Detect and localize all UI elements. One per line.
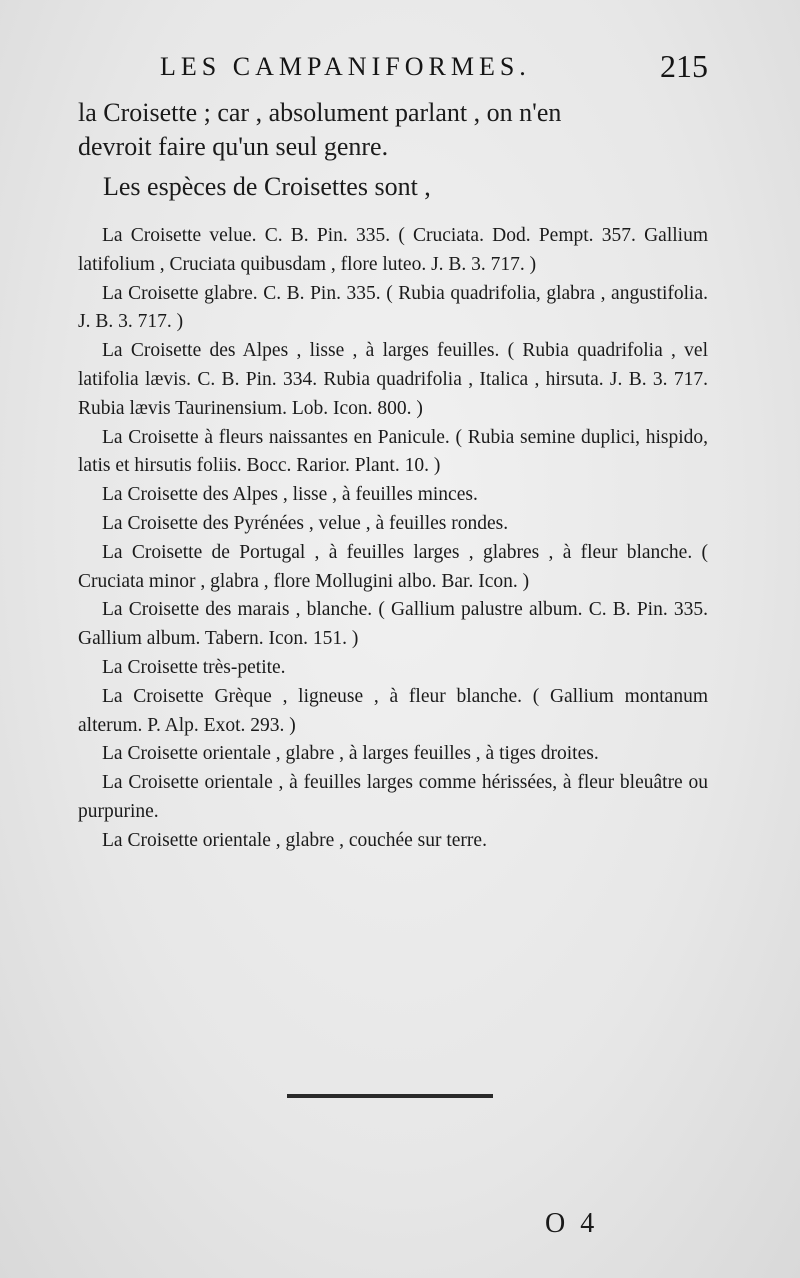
species-entry: La Croisette des Alpes , lisse , à larges feuilles. ( Rubia quadrifolia , vel latifolia lævis. C. B. Pin. 334. Rubia quadrifolia , Italica , hirsuta. J. B. 3. 717. Rubia lævis Taurinensium. Lob. Icon. 800. ) <box>78 340 708 419</box>
species-entry: La Croisette Grèque , ligneuse , à fleur blanche. ( Gallium montanum alterum. P. Alp. Exot. 293. ) <box>78 685 708 736</box>
species-entry: La Croisette très-petite. <box>102 656 286 678</box>
signature-mark: O 4 <box>545 1208 599 1239</box>
species-entry: La Croisette orientale , glabre , couchée sur terre. <box>102 829 487 851</box>
page-number: 215 <box>660 48 708 84</box>
species-entry: La Croisette velue. C. B. Pin. 335. ( Cruciata. Dod. Pempt. 357. Gallium latifolium , Cruciata quibusdam , flore luteo. J. B. 3. 717. ) <box>78 225 708 275</box>
species-entry: La Croisette de Portugal , à feuilles larges , glabres , à fleur blanche. ( Cruciata minor , glabra , flore Mollugini albo. Bar. Icon. ) <box>78 541 708 592</box>
species-entry: La Croisette orientale , à feuilles larges comme hérissées, à fleur bleuâtre ou purpurine. <box>78 772 708 822</box>
intro-line: la Croisette ; car , absolument parlant , on n'en <box>78 98 562 127</box>
species-entry: La Croisette des Pyrénées , velue , à feuilles rondes. <box>102 512 509 534</box>
section-rule <box>287 1094 493 1098</box>
species-entry: La Croisette glabre. C. B. Pin. 335. ( Rubia quadrifolia, glabra , angustifolia. J. B. 3. 717. ) <box>78 282 708 333</box>
species-entry: La Croisette des marais , blanche. ( Gallium palustre album. C. B. Pin. 335. Gallium album. Tabern. Icon. 151. ) <box>78 599 708 650</box>
species-list <box>78 222 708 856</box>
species-entry: La Croisette des Alpes , lisse , à feuilles minces. <box>102 484 478 506</box>
species-lead: Les espèces de Croisettes sont , <box>103 172 431 201</box>
intro-paragraph <box>78 96 710 164</box>
intro-line: devroit faire qu'un seul genre. <box>78 132 389 161</box>
running-head: LES CAMPANIFORMES. <box>160 52 531 81</box>
species-entry: La Croisette orientale , glabre , à larges feuilles , à tiges droites. <box>102 743 599 765</box>
page-header <box>160 46 708 92</box>
species-entry: La Croisette à fleurs naissantes en Panicule. ( Rubia semine duplici, hispido, latis et hirsutis foliis. Bocc. Rarior. Plant. 10. ) <box>78 426 708 477</box>
